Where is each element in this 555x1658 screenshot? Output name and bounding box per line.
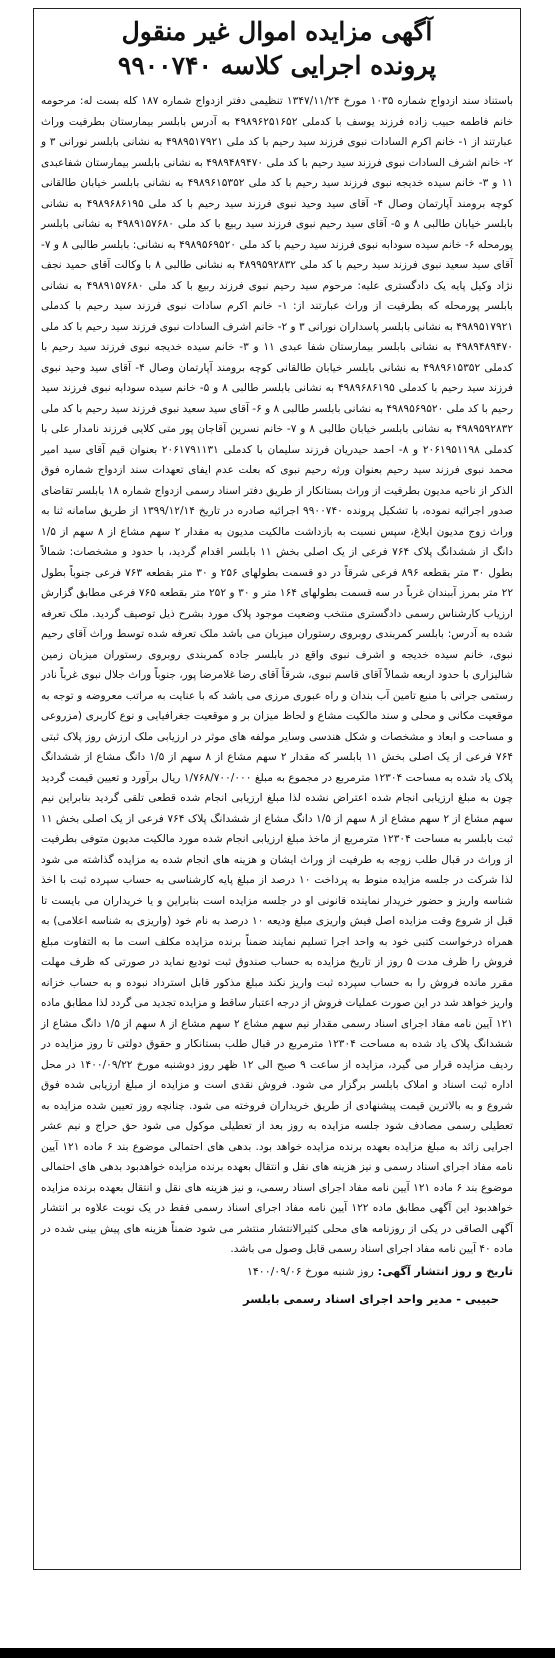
signature: حبیبی - مدیر واحد اجرای اسناد رسمی بابلسر — [243, 1291, 499, 1306]
notice-title: آگهی مزایده اموال غیر منقول — [121, 17, 433, 46]
case-number-title: پرونده اجرایی کلاسه ۹۹۰۰۷۴۰ — [117, 51, 437, 80]
publication-date-value: روز شنبه مورخ ۱۴۰۰/۰۹/۰۶ — [246, 1264, 374, 1278]
bottom-bar — [0, 1648, 555, 1658]
notice-body: باستناد سند ازدواج شماره ۱۰۳۵ مورخ ۱۳۴۷/۱۱/۲۴ تنظیمی دفتر ازدواج شماره ۱۸۷ کله بست له: مرحومه خانم فاطمه حبیب زاده فرزند یوسف با کدملی ۴۹۸۹۶۲۵۱۶۵۲ به آدرس بابلسر بیمارستان بطرفیت وراث عبارتند از ۱- خانم اکرم السادات نبوی فرزند سید رحیم با کد ملی ۴۹۸۹۵۱۷۹۲۱ به نشانی بابلسر نورانی ۳ و ۲- خانم اشرف السادات نبوی فرزند سید رحیم با کد ملی ۴۹۸۹۴۸۹۴۷۰ به نشانی بابلسر بیمارستان شفاعبدی ۱۱ و ۳- خانم سیده خدیجه نبوی فرزند سید رحیم با کد ملی ۴۹۸۹۶۱۵۳۵۲ به نشانی بابلسر خیابان طالقانی کوچه برومند آپارتمان وصال ۴- آقای سید وحید نبوی فرزند سید رحیم با کد ملی ۴۹۸۹۶۸۶۱۹۵ به نشانی بابلسر خیابان طالبی ۸ و ۵- آقای سید رحیم نبوی فرزند سید ربیع با کد ملی ۴۹۸۹۱۵۷۶۸۰ به نشانی بابلسر پورمحله ۶- خانم سیده سودابه نبوی فرزند سید رحیم با کد ملی ۴۹۸۹۵۶۹۵۲۰ به نشانی: بابلسر طالبی ۸ و ۷- آقای سید سعید نبوی فرزند سید رحیم با کد ملی ۴۸۹۹۵۹۲۸۳۲ به نشانی طالبی ۸ با وکالت آقای حمید نجف نژاد وکیل پایه یک دادگستری علیه: مرحوم سید رحیم نبوی فرزند ربیع با کد ملی ۴۹۸۹۱۵۷۶۸۰ به نشانی بابلسر پورمحله که بطرفیت از وراث عبارتند از: ۱- خانم اکرم سادات نبوی فرزند سید رحیم با کدملی ۴۹۸۹۵۱۷۹۲۱ به نشانی بابلسر پاسداران نورانی ۳ و ۲- خانم اشرف السادات نبوی فرزند سید رحیم با کد ملی ۴۹۸۹۴۸۹۴۷۰ به نشانی بابلسر بیمارستان شفا عبدی ۱۱ و ۳- خانم سیده خدیجه نبوی فرزند سید رحیم با کدملی ۴۹۸۹۶۱۵۳۵۲ به نشانی بابلسر خیابان طالقانی کوچه برومند آپارتمان وصال ۴- آقای سید وحید نبوی فرزند سید رحیم با کدملی ۴۹۸۹۶۸۶۱۹۵ به نشانی بابلسر طالبی ۸ و ۵- خانم سیده سودابه نبوی فرزند سید رحیم با کد ملی ۴۹۸۹۵۶۹۵۲۰ به نشانی بابلسر طالبی ۸ و ۶- آقای سید سعید نبوی فرزند سید رحیم با کد ملی ۴۹۸۹۵۹۲۸۳۲ به نشانی بابلسر خیابان طالبی ۸ و ۷- خانم نسرین آقاجان پور متی کلایی فرزند نامدار علی با کدملی ۲۰۶۱۹۵۱۱۹۸ و ۸- احمد حیدریان فرزند سلیمان با کدملی ۲۰۶۱۷۹۱۱۳۱ بعنوان قیم آقای سید امیر محمد نبوی فرزند سید رحیم بعنوان ورثه رحیم نبوی که بعلت عدم ایفای تعهدات سند ازدواج شماره فوق الذکر از ناحیه مدیون بطرفیت از وراث بستانکار از طریق دفتر اسناد رسمی ازدواج شماره ۱۸ بابلسر تقاضای صدور اجرائیه نموده، با تشکیل پرونده ۹۹۰۰۷۴۰ اجرائیه صادره در تاریخ ۱۳۹۹/۱۲/۱۴ از طریق سامانه ثنا به وراث زوج مدیون ابلاغ، سپس نسبت به بازداشت مالکیت مدیون به مقدار ۲ سهم مشاع از ۸ سهم از ۱/۵ دانگ از ششدانگ پلاک ۷۶۴ فرعی از یک اصلی بخش ۱۱ بابلسر اقدام گردید، با حدود و مشخصات: شمالاً بطول ۳۰ متر بقطعه ۸۹۶ فرعی شرقاً در دو قسمت بطولهای ۲۵۶ و ۳۰ متر بقطعه ۷۶۳ فرعی جنوباً بطول ۲۲ متر بمرز آببندان غرباً در سه قسمت بطولهای ۱۶۴ متر و ۳۰ و ۲۵۲ متر بقطعه ۷۶۵ فرعی مطابق گزارش ارزیاب کارشناس رسمی دادگستری منتخب وضعیت موجود پلاک مورد بشرح ذیل توصیف گردید. ملک تعرفه شده به آدرس: بابلسر کمربندی روبروی رستوران میزبان می باشد ملک تعرفه شده توسط وراث آقای رحیم نبوی، خانم سیده خدیجه و اشرف نبوی واقع در بابلسر جاده کمربندی روبروی رستوران میزبان زمین شالیزاری با حدود اربعه شمالاً آقای قاسم نبوی، شرقاً آقای رضا غلامرضا پور، جنوباً وراث جلال نبوی غرباً نادر رستمی جراتی با منبع تامین آب بندان و راه عبوری مرزی می باشد که با عنایت به مراتب معروضه و توجه به موقعیت مکانی و محلی و سند مالکیت مشاع و لحاظ میزان بر و موقعیت جغرافیایی و نوع کاربری (مزروعی و مساحت و ابعاد و مشخصات و شکل هندسی وسایر مولفه های موثر در ارزیابی ملک ارزش روز پلاک ثبتی ۷۶۴ فرعی از یک اصلی بخش ۱۱ بابلسر که مقدار ۲ سهم مشاع از ۸ سهم از ۱/۵ دانگ مشاع از ششدانگ پلاک یاد شده به مساحت ۱۲۳۰۴ مترمربع در مجموع به مبلغ ۱/۷۶۸/۷۰۰/۰۰۰ ریال برآورد و تعیین قیمت گردید چون به مبلغ ارزیابی انجام شده اعتراض نشده لذا مبلغ ارزیابی انجام شده قطعی تلقی گردید بنابراین نیم سهم مشاع از ۲ سهم مشاع از ۸ سهم از ۱/۵ دانگ مشاع از ششدانگ پلاک ۷۶۴ فرعی از یک اصلی بخش ۱۱ ثبت بابلسر به مساحت ۱۲۳۰۴ مترمربع از ماخذ مبلغ ارزیابی انجام شده مورد مالکیت مدیون متوفی بطرفیت از وراث در قبال طلب زوجه به طرفیت از وراث ایشان و هزینه های انجام شده به مزایده گذاشته می شود لذا شرکت در جلسه مزایده منوط به پرداخت ۱۰ درصد از مبلغ پایه کارشناسی به حساب سپرده ثبت با اخذ شناسه واریز و حضور خریدار نماینده قانونی او در جلسه مزایده است بنابراین و یا خریداران می بایست تا قبل از شروع وقت مزایده اصل فیش واریزی مبلغ ودیعه ۱۰ درصد به نام خود (واریزی به شناسه اعلامی) به همراه درخواست کتبی خود به واحد اجرا تسلیم نمایند ضمناً برنده مزایده مکلف است ما به التفاوت مبلغ فروش را ظرف مدت ۵ روز از تاریخ مزایده به حساب صندوق ثبت تودیع نماید در صورتی که ظرف مهلت مقرر مانده فروش را به حساب سپرده ثبت واریز نکند مبلغ مذکور قابل استرداد نبوده و به حساب خزانه واریز خواهد شد در این صورت عملیات فروش از درجه اعتبار ساقط و مزایده تجدید می گردد لذا مطابق ماده ۱۲۱ آیین نامه مفاد اجرای اسناد رسمی مقدار نیم سهم مشاع ۲ سهم مشاع از ۸ سهم از ۱/۵ دانگ مشاع از ششدانگ پلاک یاد شده به مساحت ۱۲۳۰۴ مترمربع در قبال طلب بستانکار و حقوق دولتی تا روز مزایده در ردیف مزایده قرار می گیرد، مزایده از ساعت ۹ صبح الی ۱۲ ظهر روز دوشنبه مورخ ۱۴۰۰/۰۹/۲۲ در محل اداره ثبت اسناد و املاک بابلسر برگزار می شود. فروش نقدی است و مزایده از مبلغ ارزیابی شده فوق شروع و به بالاترین قیمت پیشنهادی از طریق خریداران فروخته می شود. چنانچه روز تعیین شده مزایده به تعطیلی رسمی مصادف شود جلسه مزایده به روز بعد از تعطیلی موکول می شود حق حراج و نیم عشر اجرایی زائد به مبلغ مزایده بعهده برنده مزایده خواهد بود. بدهی های احتمالی موضوع بند ۶ ماده ۱۲۱ آیین نامه مفاد اجرای اسناد رسمی و نیز هزینه های نقل و انتقال بعهده برنده مزایده خواهدبود بدهی های احتمالی موضوع بند ۶ ماده ۱۲۱ آیین نامه مفاد اجرای اسناد رسمی، و نیز هزینه های نقل و انتقال بعهده برنده مزایده خواهدبود این آگهی مطابق ماده ۱۲۲ آیین نامه مفاد اجرای اسناد رسمی فقط در یک نوبت علاوه بر انتشار آگهی الصاقی در یکی از روزنامه های محلی کثیرالانتشار منتشر می شود ضمناً هزینه های پیش بینی شده در ماده ۴۰ آیین نامه مفاد اجرای اسناد رسمی قابل وصول می باشد. — [41, 95, 514, 1255]
notice-frame — [33, 8, 521, 1570]
publication-date-label: تاریخ و روز انتشار آگهی: — [377, 1264, 513, 1278]
publication-date — [41, 1262, 513, 1282]
